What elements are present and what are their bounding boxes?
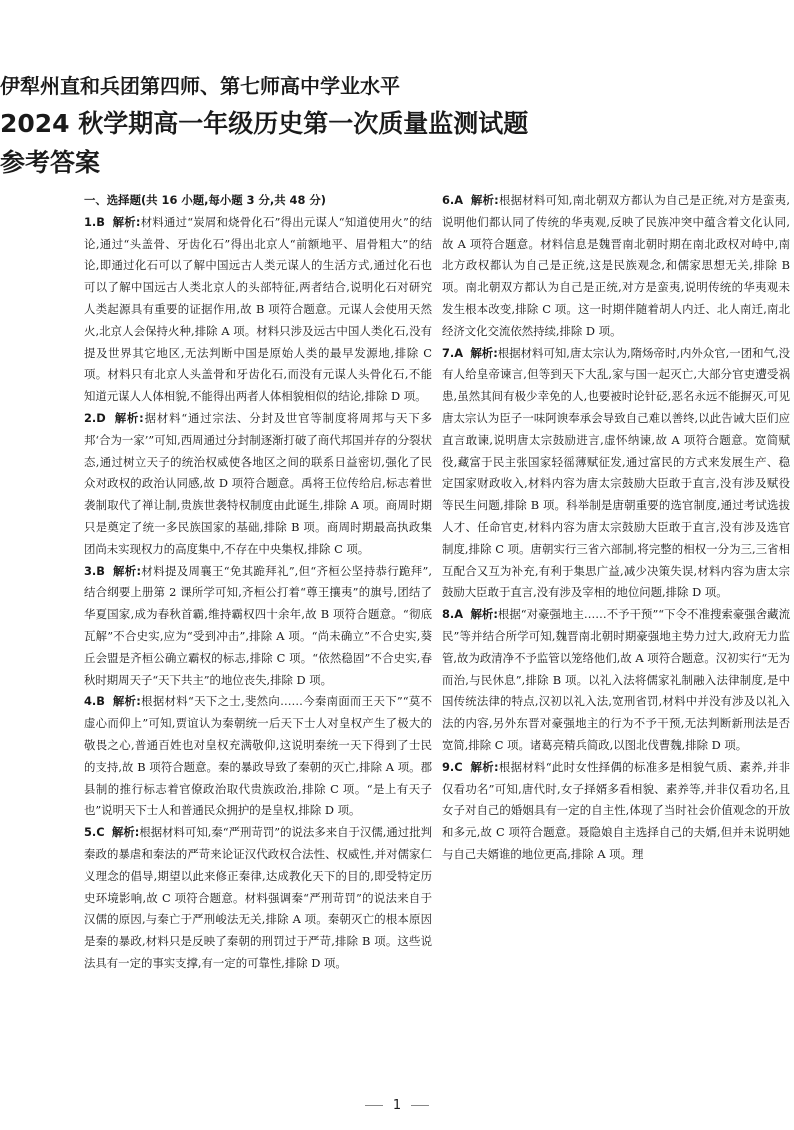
header-title-line1: 伊犁州直和兵团第四师、第七师高中学业水平 [0,74,400,98]
section-title: 一、选择题(共 16 小题,每小题 3 分,共 48 分) [84,193,326,207]
answer-letter: A [454,607,464,622]
question-number: 8. [442,607,455,622]
page-number-value: 1 [392,1098,402,1113]
analysis-text: 根据材料可知,唐太宗认为,隋炀帝时,内外众官,一团和气,没有人给皇帝谏言,但等到天下大乱,家与国一起灭亡,大部分官吏遭受祸患,虽然其间有极少幸免的人,也要被时论针砭,恶名永远不能摒灭,可见唐太宗认为臣子一味阿谀奉承会导致自己难以善终,以此告诫大臣们应直言敢谏,说明唐太宗鼓励进言,虚怀纳谏,故 A 项符合题意。宽简赋役,藏富于民主张国家轻徭薄赋征发,通过富民的方式来发展生产、稳定国家财政收入,材料内容为唐太宗鼓励大臣敢于直言,没有涉及赋役等民生问题,排除 B 项。科举制是唐朝重要的选官制度,通过考试选拔人才、任命官吏,材料内容为唐太宗鼓励大臣敢于直言,没有涉及选官制度,排除 C 项。唐朝实行三省六部制,将完整的相权一分为三,三省相互配合又互为补充,有利于集思广益,减少决策失误,材料内容为唐太宗鼓励大臣敢于直言,没有涉及宰相的地位问题,排除 D 项。 [442,345,790,600]
answer-letter: D [96,410,106,425]
analysis-text: 材料提及周襄王“免其跪拜礼”,但“齐桓公坚持恭行跪拜”,结合纲要上册第 2 课所学可知,齐桓公打着“尊王攘夷”的旗号,团结了华夏国家,成为春秋首霸,维持霸权四十余年,故 B 项符合题意。“彻底瓦解”不合史实,应为“受到冲击”,排除 A 项。“尚未确立”不合史实,葵丘会盟是齐桓公确立霸权的标志,排除 C 项。“依然稳固”不合史实,春秋时期周天子“天下共主”的地位丧失,排除 D 项。 [84,563,432,687]
analysis-label: 解析: [112,214,141,229]
analysis-label: 解析: [111,825,140,840]
question-number: 6. [442,193,455,207]
analysis-text: 据材料“通过宗法、分封及世官等制度将周邦与天下多邦‘合为一家’”可知,西周通过分封制逐渐打破了商代邦国并存的分裂状态,通过树立天子的统治权威使各地区之间的联系日益密切,强化了民众对政权的政治认同感,故 D 项符合题意。禹将王位传给启,标志着世袭制取代了禅让制,贵族世袭特权制度由此诞生,排除 A 项。商周时期只是奠定了统一多民族国家的基础,排除 B 项。商周时期最高执政集团尚未实现权力的高度集中,不存在中央集权,排除 C 项。 [84,410,432,556]
analysis-text: 根据材料“此时女性择偶的标准多是相貌气质、素养,并非仅看功名”可知,唐代时,女子择婿多看相貌、素养等,并非仅看功名,且女子对自己的婚姻具有一定的自主性,体现了当时社会价值观念的开放和多元,故 C 项符合题意。聂隐娘自主选择自己的夫婿,但并未说明她与自己夫婿谁的地位更高,排除 A 项。理 [442,759,790,861]
question-1 [84,212,432,408]
question-number: 7. [442,345,455,360]
question-3 [84,561,432,692]
page-number [0,1098,794,1113]
question-number: 9. [442,759,455,774]
question-number: 3. [84,563,97,578]
question-number: 1. [84,214,97,229]
analysis-label: 解析: [470,193,499,207]
question-4 [84,691,432,822]
question-8 [442,604,790,757]
answer-letter: C [96,825,105,840]
analysis-label: 解析: [470,759,499,774]
analysis-label: 解析: [114,410,144,425]
analysis-label: 解析: [112,563,142,578]
answer-letter: A [454,193,464,207]
answer-letter: C [454,759,463,774]
question-2 [84,408,432,561]
analysis-text: 根据材料可知,南北朝双方都认为自己是正统,对方是蛮夷,说明他们都认同了传统的华夷观,反映了民族冲突中蕴含着文化认同,故 A 项符合题意。材料信息是魏晋南北朝时期在南北政权对峙中,南北方政权都认为自己是正统,这是民族观念,和儒家思想无关,排除 B 项。南北朝双方都认为自己是正统,对方是蛮夷,说明传统的华夷观未发生根本改变,排除 C 项。这一时期伴随着胡人内迁、北人南迁,南北经济文化交流依然持续,排除 D 项。 [442,193,790,338]
analysis-label: 解析: [112,694,141,709]
analysis-text: 根据材料可知,秦“严刑苛罚”的说法多来自于汉儒,通过批判秦政的暴虐和秦法的严苛来论证汉代政权合法性、权威性,并对儒家仁义理念的倡导,期望以此来修正秦律,达成教化天下的目的,即受特定历史环境影响,故 C 项符合题意。材料强调秦“严刑苛罚”的说法来自于汉儒的原因,与秦亡于严刑峻法无关,排除 A 项。秦朝灭亡的根本原因是秦的暴政,材料只是反映了秦朝的刑罚过于严苛,排除 B 项。这些说法具有一定的事实支撑,有一定的可靠性,排除 D 项。 [84,825,432,970]
answer-letter: B [96,214,105,229]
question-7 [442,343,790,605]
answer-letter: A [454,345,464,360]
question-5 [84,822,432,975]
analysis-label: 解析: [470,345,498,360]
question-6 [442,190,790,343]
analysis-text: 根据材料“天下之士,斐然向……今秦南面而王天下”“莫不虚心而仰上”可知,贾谊认为秦朝统一后天下士人对皇权产生了极大的敬畏之心,普通百姓也对皇权充满敬仰,这说明秦统一天下得到了士民的支持,故 B 项符合题意。秦的暴政导致了秦朝的灭亡,排除 A 项。郡县制的推行标志着官僚政治取代贵族政治,排除 C 项。“是上有天子也”说明天下士人和普通民众拥护的是皇权,排除 D 项。 [84,694,432,818]
right-column [442,190,790,1080]
question-number: 4. [84,694,97,709]
left-column [84,190,432,1080]
answer-letter: B [96,563,105,578]
header-title-line3: 参考答案 [0,148,101,177]
analysis-text: 材料通过“炭屑和烧骨化石”得出元谋人“知道使用火”的结论,通过“头盖骨、牙齿化石”得出北京人“前额地平、眉骨粗大”的结论,即通过化石可以了解中国远古人类元谋人的生活方式,通过化石也可以了解中国远古人类北京人的头部特征,两者结合,说明化石对研究人类起源具有重要的证据作用,故 B 项符合题意。元谋人会使用天然火,北京人会保持火种,排除 A 项。材料只涉及远古中国人类化石,没有提及世界其它地区,无法判断中国是原始人类的最早发源地,排除 C 项。材料只有北京人头盖骨和牙齿化石,而没有元谋人头骨化石,不能知道元谋人人体相貌,不能得出两者人体相貌相似的结论,排除 D 项。 [84,214,432,404]
header-title-line2: 2024 秋学期高一年级历史第一次质量监测试题 [0,109,529,138]
page-number-dash-left [365,1105,383,1106]
page-number-dash-right [411,1105,429,1106]
analysis-text: 根据“对豪强地主……不予干预”“下令不准搜索豪强舍藏流民”等并结合所学可知,魏晋南北朝时期豪强地主势力过大,政府无力监管,故为政清净不予监管以笼络他们,故 A 项符合题意。汉初实行“无为而治,与民休息”,排除 B 项。以礼入法将儒家礼制融入法律制度,是中国传统法律的特点,汉初以礼入法,宽刑省罚,材料中并没有涉及以礼入法的内容,另外东晋对豪强地主的行为不予干预,无法判断新刑法是否宽简,排除 C 项。诸葛亮精兵简政,以图北伐曹魏,排除 D 项。 [442,607,790,752]
question-number: 5. [84,825,97,840]
question-9 [442,757,790,866]
question-number: 2. [84,410,97,425]
analysis-label: 解析: [470,607,498,622]
column-continuation [442,190,790,866]
answer-letter: B [96,694,105,709]
